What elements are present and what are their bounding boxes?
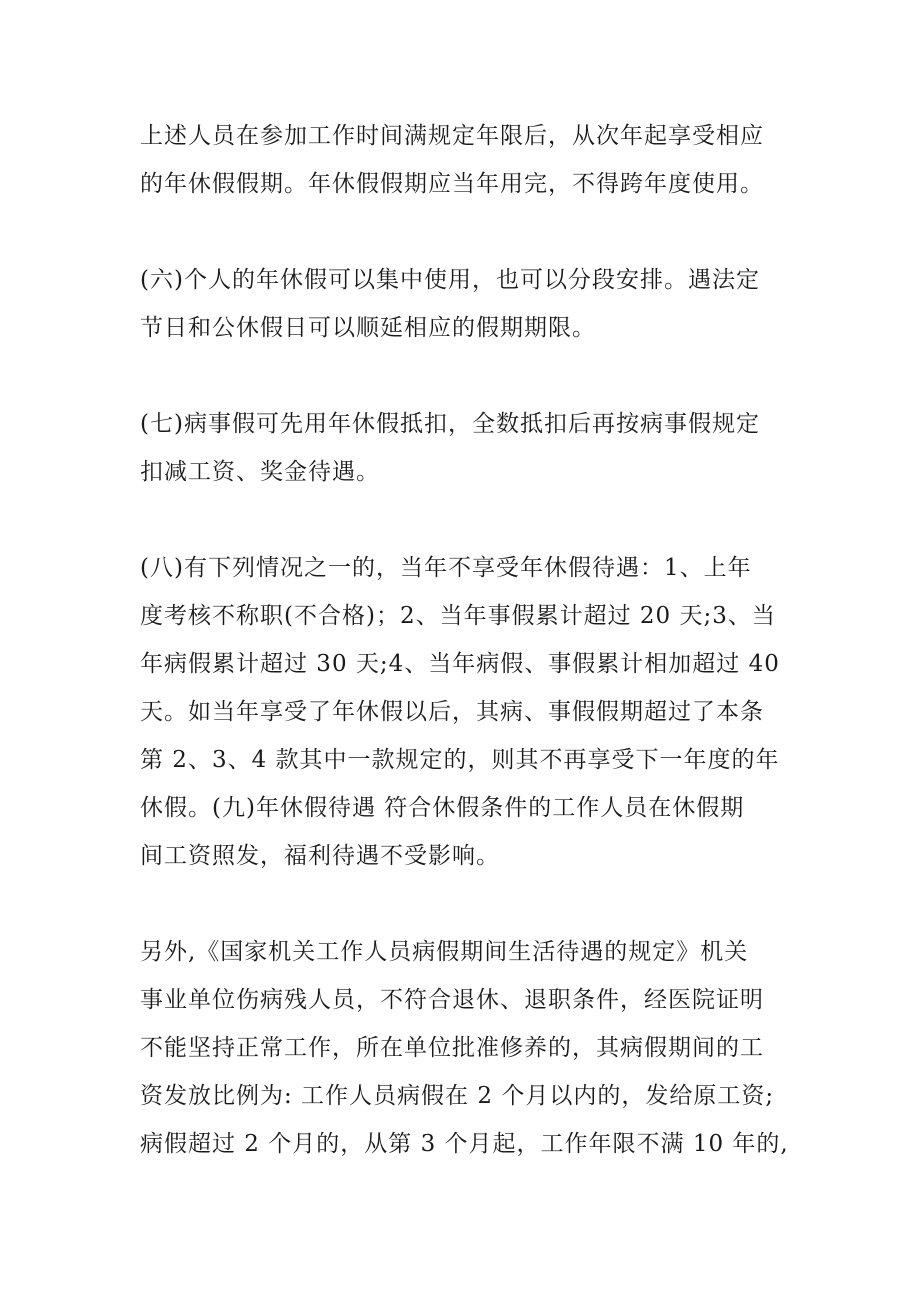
text-line: 扣减工资、奖金待遇。 [140, 459, 380, 485]
text-line: 第 2、3、4 款其中一款规定的，则其不再享受下一年度的年 [140, 747, 780, 773]
text-line: 休假。(九)年休假待遇 符合休假条件的工作人员在休假期 [140, 795, 745, 821]
text-line: (六)个人的年休假可以集中使用，也可以分段安排。遇法定 [140, 267, 760, 293]
paragraph-annual-leave-eligibility [140, 112, 800, 208]
text-line: (八)有下列情况之一的，当年不享受年休假待遇：1、上年 [140, 555, 752, 581]
text-line: 天。如当年享受了年休假以后，其病、事假假期超过了本条 [140, 699, 764, 725]
text-line: 节日和公休假日可以顺延相应的假期期限。 [140, 315, 596, 341]
text-line: 的年休假假期。年休假假期应当年用完，不得跨年度使用。 [140, 171, 764, 197]
text-line: 另外,《国家机关工作人员病假期间生活待遇的规定》机关 [140, 939, 749, 965]
paragraph-sick-leave-regulation [140, 928, 800, 1168]
text-line: 上述人员在参加工作时间满规定年限后，从次年起享受相应 [140, 123, 764, 149]
text-line: 病假超过 2 个月的，从第 3 个月起，工作年限不满 10 年的, [140, 1131, 789, 1157]
paragraph-section-8 [140, 544, 800, 880]
text-line: 度考核不称职(不合格)；2、当年事假累计超过 20 天;3、当 [140, 603, 776, 629]
paragraph-section-7 [140, 400, 800, 496]
text-line: 间工资照发，福利待遇不受影响。 [140, 843, 500, 869]
paragraph-section-6 [140, 256, 800, 352]
text-line: 事业单位伤病残人员，不符合退休、退职条件，经医院证明 [140, 987, 764, 1013]
text-line: 不能坚持正常工作，所在单位批准修养的，其病假期间的工 [140, 1035, 764, 1061]
text-line: 资发放比例为: 工作人员病假在 2 个月以内的，发给原工资; [140, 1083, 775, 1109]
text-line: 年病假累计超过 30 天;4、当年病假、事假累计相加超过 40 [140, 651, 780, 677]
text-line: (七)病事假可先用年休假抵扣，全数抵扣后再按病事假规定 [140, 411, 760, 437]
